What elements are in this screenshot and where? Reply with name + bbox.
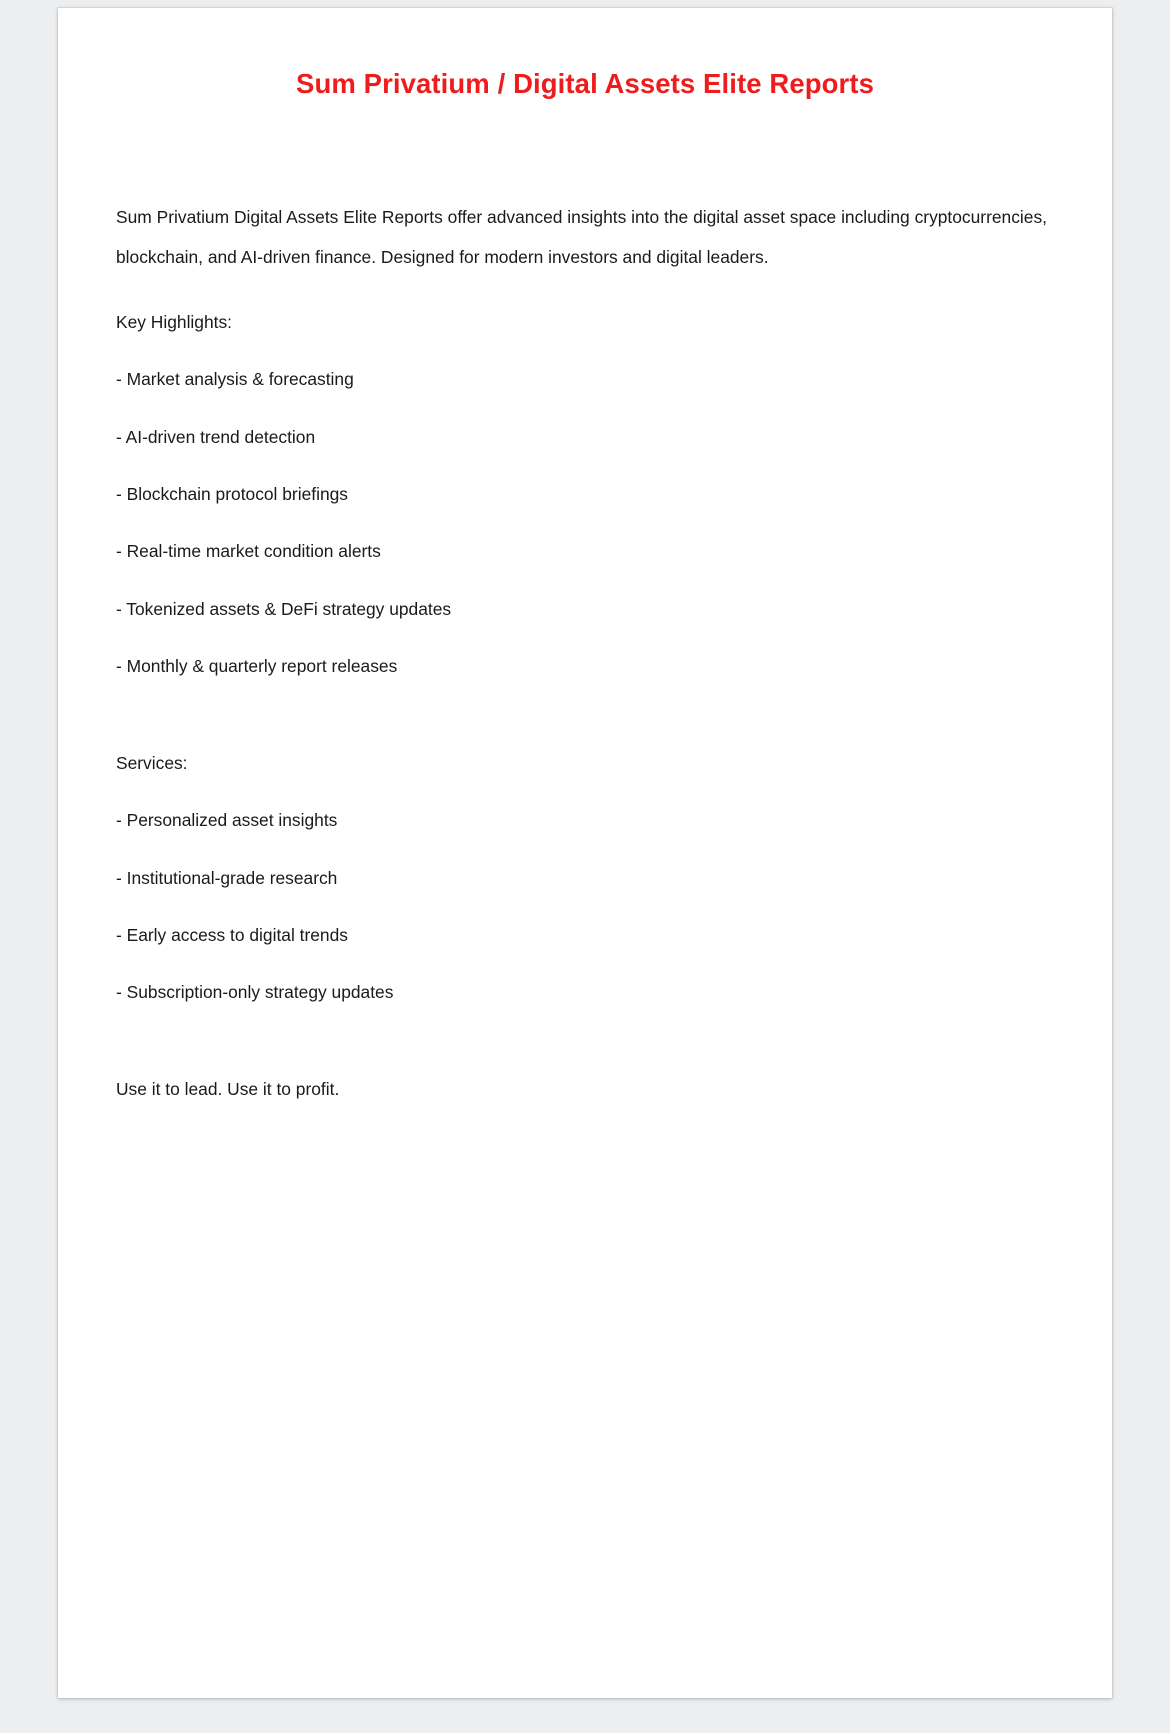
section-gap-3 xyxy=(116,1002,1054,1045)
title-spacer xyxy=(116,102,1054,197)
page-title: Sum Privatium / Digital Assets Elite Reports xyxy=(296,68,874,99)
list-item: - Market analysis & forecasting xyxy=(116,369,354,390)
services-list xyxy=(116,812,1054,1002)
list-item: - Blockchain protocol briefings xyxy=(116,484,348,505)
section-gap-2b xyxy=(116,719,1054,755)
list-gap xyxy=(116,389,1054,429)
list-gap xyxy=(116,561,1054,601)
list-item: - AI-driven trend detection xyxy=(116,426,316,447)
heading-gap-2 xyxy=(116,772,1054,812)
list-gap xyxy=(116,618,1054,658)
services-heading: Services: xyxy=(116,752,188,773)
page-tail-space xyxy=(116,1098,1054,1698)
list-item: - Early access to digital trends xyxy=(116,924,348,945)
heading-gap-1 xyxy=(116,331,1054,371)
list-gap xyxy=(116,887,1054,927)
list-item: - Monthly & quarterly report releases xyxy=(116,656,398,677)
list-gap xyxy=(116,944,1054,984)
key-highlights-heading: Key Highlights: xyxy=(116,311,232,332)
document-page xyxy=(58,8,1112,1698)
list-item: - Real-time market condition alerts xyxy=(116,541,381,562)
section-gap-1 xyxy=(116,278,1054,314)
key-highlights-list xyxy=(116,371,1054,675)
list-item: - Subscription-only strategy updates xyxy=(116,982,394,1003)
list-item: - Personalized asset insights xyxy=(116,810,338,831)
list-gap xyxy=(116,830,1054,870)
list-item: - Tokenized assets & DeFi strategy updates xyxy=(116,598,452,619)
list-item: - Institutional-grade research xyxy=(116,867,338,888)
section-gap-2 xyxy=(116,676,1054,719)
document-body xyxy=(58,8,1112,1698)
list-gap xyxy=(116,446,1054,486)
list-gap xyxy=(116,503,1054,543)
section-gap-3b xyxy=(116,1045,1054,1081)
closing-statement: Use it to lead. Use it to profit. xyxy=(116,1078,340,1099)
intro-paragraph: Sum Privatium Digital Assets Elite Reports offer advanced insights into the digital asset space including cryptocurrencies, blockchain, and AI-driven finance. Designed for modern investors and digital leaders. xyxy=(116,206,1047,268)
